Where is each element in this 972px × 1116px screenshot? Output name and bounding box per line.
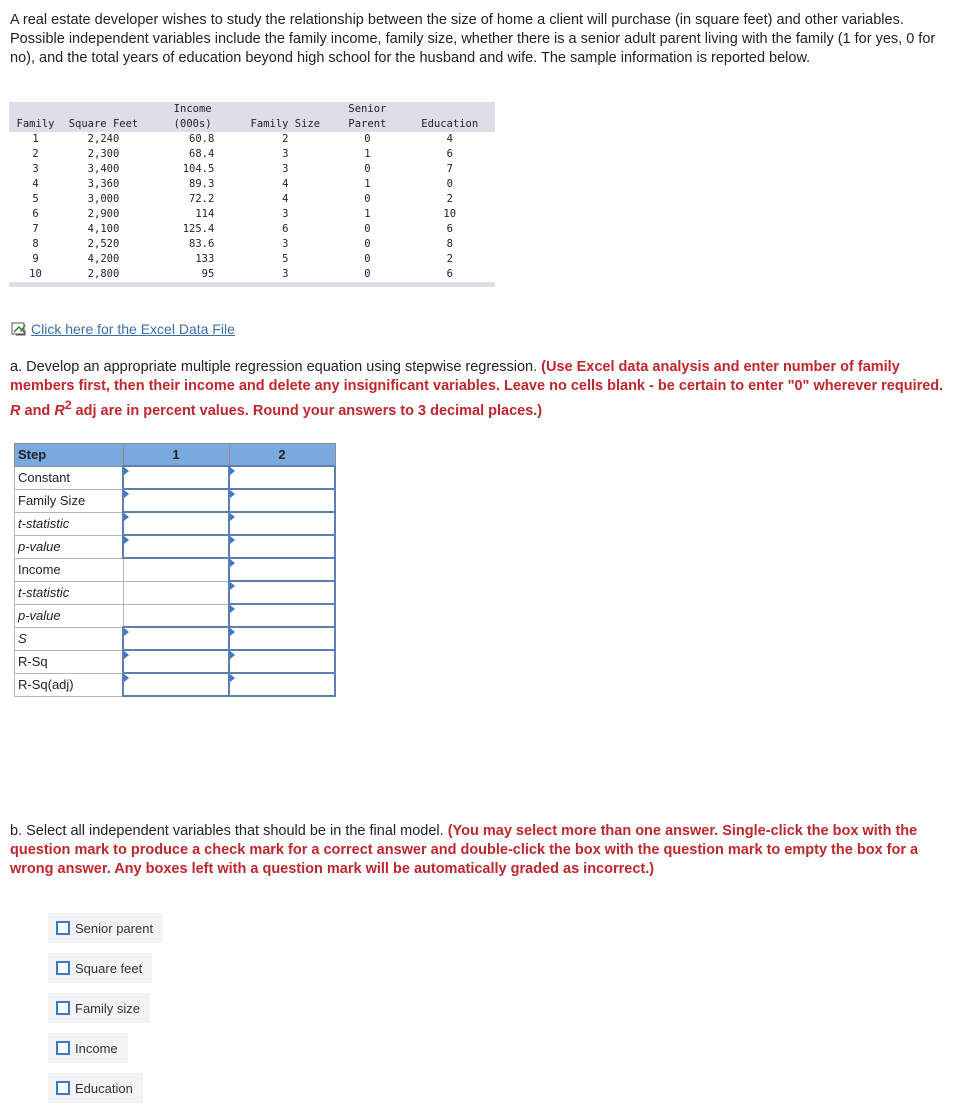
part-a-instruction: (Use Excel data analysis and enter number of family members first, then their income and delete any insignificant variables. Leave no cells blank - be certain to enter "0" wherever required. [10,359,944,394]
checkbox[interactable] [56,1001,70,1015]
table-cell-income: 60.8 [189,133,215,145]
table-row [9,252,495,267]
answer-input[interactable] [230,605,334,626]
excel-data-file-link[interactable] [11,321,235,337]
table-cell-sqft: 2,800 [87,268,120,280]
table-cell-income: 95 [201,268,215,280]
table-row [9,207,495,222]
header-family: Family [9,102,62,132]
answer-input[interactable] [124,651,228,672]
answer-input[interactable] [230,536,334,557]
excel-link-text[interactable]: Click here for the Excel Data File [31,321,235,337]
part-a-question [10,358,950,421]
grid-row-label: t-statistic [15,512,124,535]
grid-row [15,535,336,558]
choice-label: Square feet [75,960,143,976]
answer-cell-step-1[interactable] [123,650,229,673]
and-text: and [20,402,55,419]
table-row [9,162,495,177]
regression-answer-grid [14,443,336,697]
table-cell-senior: 0 [364,268,371,280]
table-cell-income: 83.6 [189,238,215,250]
grid-row-label: p-value [15,604,124,627]
blank-cell [123,581,229,604]
table-cell-senior: 1 [364,208,371,220]
choice-label: Education [75,1080,133,1096]
table-cell-fsize: 3 [282,148,289,160]
answer-cell-step-2[interactable] [229,673,335,696]
answer-cell-step-1[interactable] [123,535,229,558]
header-square-feet: Square Feet [62,102,145,132]
answer-cell-step-2[interactable] [229,466,335,489]
choice-label: Income [75,1040,118,1056]
checkbox[interactable] [56,961,70,975]
file-icon [11,322,27,336]
answer-input[interactable] [230,628,334,649]
answer-input[interactable] [124,513,228,534]
choice-square-feet[interactable] [48,953,152,983]
checkbox[interactable] [56,1081,70,1095]
answer-cell-step-2[interactable] [229,512,335,535]
r-label: R [10,402,21,419]
answer-input[interactable] [230,490,334,511]
table-cell-edu: 4 [446,133,453,145]
grid-row [15,489,336,512]
choice-family-size[interactable] [48,993,150,1023]
table-cell-senior: 0 [364,238,371,250]
table-cell-edu: 2 [446,253,453,265]
table-cell-sqft: 3,400 [87,163,120,175]
sample-data-table [9,102,495,287]
table-cell-sqft: 2,520 [87,238,120,250]
answer-input[interactable] [124,467,228,488]
table-cell-family: 6 [32,208,39,220]
table-cell-income: 68.4 [189,148,215,160]
answer-cell-step-1[interactable] [123,673,229,696]
grid-row-label: S [15,627,124,650]
answer-input[interactable] [230,559,334,580]
table-cell-senior: 0 [364,133,371,145]
table-cell-fsize: 5 [282,253,289,265]
variable-choices [48,913,163,1113]
problem-intro: A real estate developer wishes to study the relationship between the size of home a client will purchase (in square feet) and other variables. Possible independent variables include the family income, family size, whether there is a senior adult parent living with the family (1 for yes, 0 for no), and the total years of education beyond high school for the husband and wife. The sample information is reported below. [10,12,936,66]
grid-row-label: t-statistic [15,581,124,604]
grid-header-step-2: 2 [229,444,335,467]
answer-cell-step-2[interactable] [229,627,335,650]
table-cell-family: 10 [29,268,42,280]
choice-income[interactable] [48,1033,128,1063]
header-family-size: Family Size [240,102,330,132]
table-cell-fsize: 2 [282,133,289,145]
table-cell-family: 1 [32,133,39,145]
grid-row-label: Income [15,558,124,581]
table-cell-family: 2 [32,148,39,160]
choice-education[interactable] [48,1073,143,1103]
answer-cell-step-1[interactable] [123,489,229,512]
answer-input[interactable] [230,467,334,488]
table-cell-income: 114 [195,208,215,220]
grid-row [15,512,336,535]
table-cell-edu: 6 [446,223,453,235]
answer-input[interactable] [124,674,228,695]
table-row [9,147,495,162]
table-cell-income: 125.4 [182,223,215,235]
table-cell-family: 8 [32,238,39,250]
table-cell-edu: 6 [446,268,453,280]
grid-row-label: R-Sq [15,650,124,673]
answer-cell-step-1[interactable] [123,512,229,535]
table-row [9,267,495,282]
table-cell-senior: 0 [364,193,371,205]
grid-row [15,604,336,627]
answer-input[interactable] [230,651,334,672]
table-cell-sqft: 4,200 [87,253,120,265]
grid-row-label: R-Sq(adj) [15,673,124,696]
table-cell-sqft: 2,900 [87,208,120,220]
table-cell-senior: 1 [364,148,371,160]
table-cell-edu: 6 [446,148,453,160]
table-cell-edu: 7 [446,163,453,175]
table-cell-sqft: 2,240 [87,133,120,145]
r2-label: R [54,402,65,419]
table-cell-senior: 1 [364,178,371,190]
header-senior-parent: Senior Parent [330,102,404,132]
table-cell-family: 4 [32,178,39,190]
part-b-question [10,822,955,879]
grid-row [15,650,336,673]
answer-cell-step-2[interactable] [229,650,335,673]
table-cell-income: 104.5 [182,163,215,175]
grid-row [15,466,336,489]
table-cell-sqft: 4,100 [87,223,120,235]
answer-cell-step-2[interactable] [229,558,335,581]
answer-cell-step-2[interactable] [229,535,335,558]
table-row [9,132,495,147]
answer-cell-step-2[interactable] [229,581,335,604]
table-cell-fsize: 4 [282,193,289,205]
answer-input[interactable] [230,513,334,534]
answer-cell-step-1[interactable] [123,466,229,489]
table-cell-family: 3 [32,163,39,175]
checkbox[interactable] [56,921,70,935]
header-education: Education [404,102,495,132]
grid-row [15,581,336,604]
table-cell-senior: 0 [364,163,371,175]
grid-row-label: Family Size [15,489,124,512]
blank-cell [123,604,229,627]
blank-cell [123,558,229,581]
table-cell-senior: 0 [364,253,371,265]
table-cell-sqft: 3,360 [87,178,120,190]
table-cell-income: 72.2 [189,193,215,205]
table-cell-fsize: 3 [282,268,289,280]
table-cell-fsize: 3 [282,163,289,175]
part-b-lead: b. Select all independent variables that should be in the final model. [10,823,448,839]
answer-input[interactable] [230,582,334,603]
choice-label: Family size [75,1000,141,1016]
part-a-lead: a. Develop an appropriate multiple regression equation using stepwise regression. [10,359,542,375]
checkbox[interactable] [56,1041,70,1055]
table-cell-family: 7 [32,223,39,235]
table-cell-sqft: 3,000 [87,193,120,205]
table-row [9,222,495,237]
answer-cell-step-2[interactable] [229,604,335,627]
answer-input[interactable] [124,490,228,511]
answer-input[interactable] [230,674,334,695]
grid-header-step: Step [15,444,124,467]
answer-cell-step-1[interactable] [123,627,229,650]
grid-row [15,558,336,581]
table-cell-edu: 2 [446,193,453,205]
part-b-instruction: (You may select more than one answer. Single-click the box with the question mark to produce a check mark for a correct answer and double-click the box with the question mark to empty the box for a wrong answer. Any boxes left with a question mark will be automatically graded as incorrect.) [10,823,919,877]
table-cell-income: 89.3 [189,178,215,190]
answer-input[interactable] [124,628,228,649]
choice-label: Senior parent [75,920,154,936]
table-cell-fsize: 3 [282,208,289,220]
grid-row [15,673,336,696]
table-cell-family: 5 [32,193,39,205]
table-cell-edu: 10 [443,208,457,220]
table-cell-edu: 8 [446,238,453,250]
table-cell-sqft: 2,300 [87,148,120,160]
table-cell-senior: 0 [364,223,371,235]
answer-input[interactable] [124,536,228,557]
table-cell-family: 9 [32,253,39,265]
header-income: Income (000s) [145,102,240,132]
grid-row [15,627,336,650]
table-row [9,237,495,252]
table-row [9,177,495,192]
table-row [9,192,495,207]
grid-header-step-1: 1 [123,444,229,467]
table-cell-fsize: 4 [282,178,289,190]
choice-senior-parent[interactable] [48,913,163,943]
table-cell-fsize: 3 [282,238,289,250]
part-a-instruction-end: adj are in percent values. Round your answers to 3 decimal places.) [71,402,543,419]
table-cell-edu: 0 [446,178,453,190]
grid-row-label: Constant [15,466,124,489]
answer-cell-step-2[interactable] [229,489,335,512]
table-cell-fsize: 6 [282,223,289,235]
r2-superscript: 2 [64,398,72,412]
grid-row-label: p-value [15,535,124,558]
table-cell-income: 133 [195,253,215,265]
